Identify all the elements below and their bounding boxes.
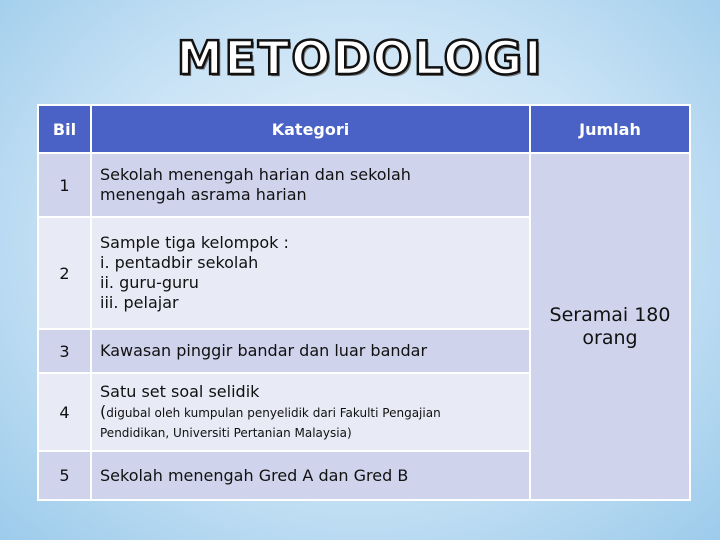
row-category xyxy=(91,451,530,500)
category-line: i. pentadbir sekolah xyxy=(100,253,259,272)
methodology-table xyxy=(37,104,691,501)
row-category xyxy=(91,329,530,373)
row-number: 3 xyxy=(38,329,91,373)
header-kategori: Kategori xyxy=(91,105,530,153)
category-line xyxy=(100,402,523,423)
category-line: Sample tiga kelompok : xyxy=(100,233,289,252)
row-category xyxy=(91,217,530,329)
jumlah-cell xyxy=(530,153,690,500)
row-number: 4 xyxy=(38,373,91,451)
header-jumlah: Jumlah xyxy=(530,105,690,153)
jumlah-line: Seramai 180 xyxy=(549,303,671,326)
page-title: METODOLOGI xyxy=(176,31,544,85)
row-category xyxy=(91,373,530,451)
category-line: Sekolah menengah Gred A dan Gred B xyxy=(100,465,409,485)
table-row xyxy=(38,153,690,217)
category-line: Satu set soal selidik xyxy=(100,381,260,401)
paren-open: ( xyxy=(100,401,107,421)
category-line: Sekolah menengah harian dan sekolah xyxy=(100,165,411,184)
category-line: Kawasan pinggir bandar dan luar bandar xyxy=(100,341,428,360)
jumlah-line: orang xyxy=(582,326,638,349)
header-bil: Bil xyxy=(38,105,91,153)
category-line: iii. pelajar xyxy=(100,293,179,312)
row-category xyxy=(91,153,530,217)
table-header-row xyxy=(38,105,690,153)
category-note: digubal oleh kumpulan penyelidik dari Fakulti Pengajian xyxy=(106,405,441,420)
row-number: 2 xyxy=(38,217,91,329)
row-number: 5 xyxy=(38,451,91,500)
category-line: ii. guru-guru xyxy=(100,273,199,292)
category-line: menengah asrama harian xyxy=(100,185,307,204)
category-note: Pendidikan, Universiti Pertanian Malaysia) xyxy=(100,425,352,440)
row-number: 1 xyxy=(38,153,91,217)
